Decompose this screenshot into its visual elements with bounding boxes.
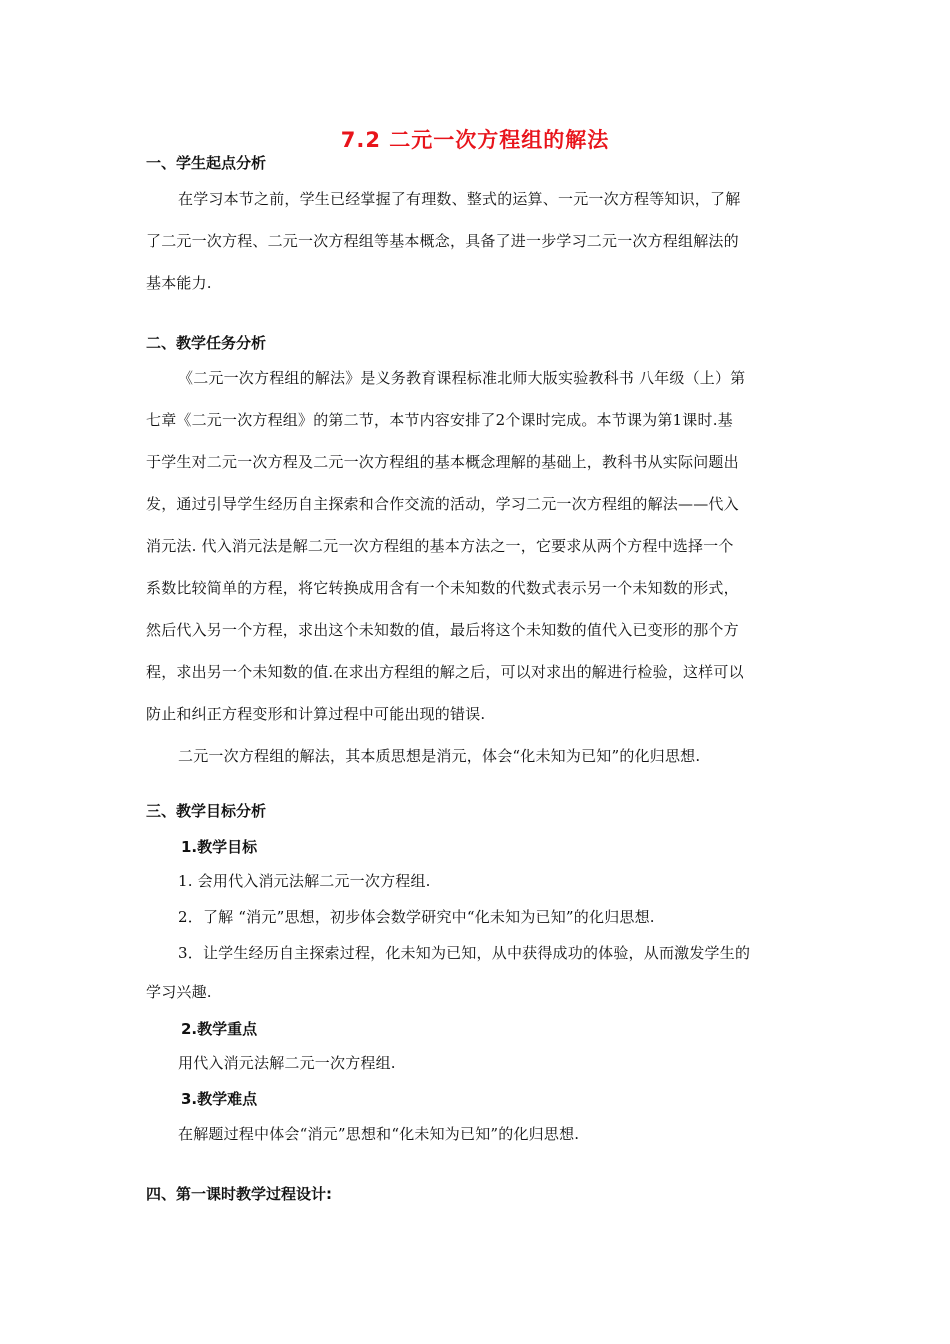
paragraph-line: 防止和纠正方程变形和计算过程中可能出现的错误. [146,705,486,723]
paragraph-line: 程，求出另一个未知数的值.在求出方程组的解之后，可以对求出的解进行检验，这样可以 [146,663,744,681]
subheading-goals: 1.教学目标 [181,838,258,856]
subheading-key-point: 2.教学重点 [181,1020,258,1038]
document-title: 7.2 二元一次方程组的解法 [340,128,610,152]
paragraph-line: 《二元一次方程组的解法》是义务教育课程标准北师大版实验教科书 八年级（上）第 [178,369,746,387]
paragraph-line: 七章《二元一次方程组》的第二节，本节内容安排了2个课时完成。本节课为第1课时.基 [146,411,733,429]
section-2-heading: 二、教学任务分析 [146,334,267,352]
section-1-heading: 一、学生起点分析 [146,154,267,172]
paragraph-line: 二元一次方程组的解法，其本质思想是消元，体会“化未知为已知”的化归思想. [178,747,701,765]
paragraph-line: 然后代入另一个方程，求出这个未知数的值，最后将这个未知数的值代入已变形的那个方 [146,621,739,639]
key-point-text: 用代入消元法解二元一次方程组. [178,1054,396,1072]
goal-item: 学习兴趣. [146,983,212,1001]
paragraph-line: 消元法. 代入消元法是解二元一次方程组的基本方法之一，它要求从两个方程中选择一个 [146,537,734,555]
section-3-heading: 三、教学目标分析 [146,802,267,820]
paragraph-line: 系数比较简单的方程，将它转换成用含有一个未知数的代数式表示另一个未知数的形式， [146,579,739,597]
section-4-heading: 四、第一课时教学过程设计: [146,1185,332,1203]
goal-item: 2．了解 “消元”思想，初步体会数学研究中“化未知为已知”的化归思想. [178,908,655,926]
subheading-difficulty: 3.教学难点 [181,1090,258,1108]
goal-item: 1. 会用代入消元法解二元一次方程组. [178,872,431,890]
paragraph-line: 基本能力. [146,274,212,292]
paragraph-line: 于学生对二元一次方程及二元一次方程组的基本概念理解的基础上，教科书从实际问题出 [146,453,739,471]
paragraph-line: 发，通过引导学生经历自主探索和合作交流的活动，学习二元一次方程组的解法——代入 [146,495,739,513]
difficulty-text: 在解题过程中体会“消元”思想和“化未知为已知”的化归思想. [178,1125,580,1143]
goal-item: 3．让学生经历自主探索过程，化未知为已知，从中获得成功的体验，从而激发学生的 [178,944,751,962]
paragraph-line: 了二元一次方程、二元一次方程组等基本概念，具备了进一步学习二元一次方程组解法的 [146,232,739,250]
paragraph-line: 在学习本节之前，学生已经掌握了有理数、整式的运算、一元一次方程等知识，了解 [178,190,741,208]
